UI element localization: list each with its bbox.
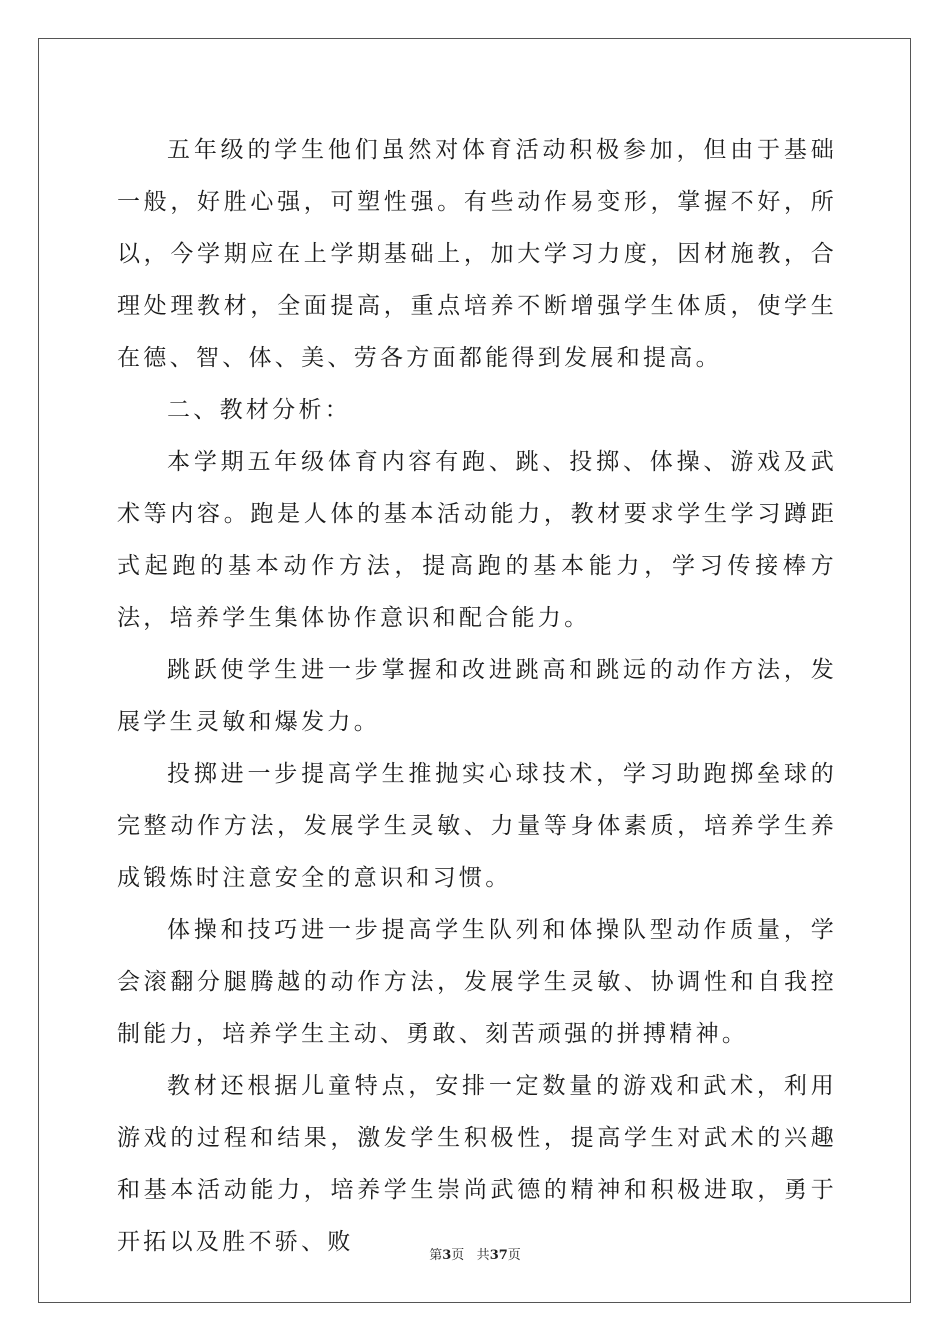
paragraph-gymnastics: 体操和技巧进一步提高学生队列和体操队型动作质量，学会滚翻分腿腾越的动作方法，发展学生灵敏、协调性和自我控制能力，培养学生主动、勇敢、刻苦顽强的拼搏精神。 bbox=[117, 917, 837, 1047]
page-footer bbox=[0, 1247, 950, 1265]
total-suffix: 页 bbox=[507, 1248, 521, 1263]
total-pages: 37 bbox=[489, 1248, 508, 1263]
page-prefix: 第 bbox=[429, 1248, 443, 1263]
paragraph-throwing: 投掷进一步提高学生推抛实心球技术，学习助跑掷垒球的完整动作方法，发展学生灵敏、力量等身体素质，培养学生养成锻炼时注意安全的意识和习惯。 bbox=[117, 761, 837, 891]
paragraph-running: 本学期五年级体育内容有跑、跳、投掷、体操、游戏及武术等内容。跑是人体的基本活动能力，教材要求学生学习蹲距式起跑的基本动作方法，提高跑的基本能力，学习传接棒方法，培养学生集体协作意识和配合能力。 bbox=[117, 449, 837, 631]
document-body bbox=[117, 124, 837, 1268]
total-prefix: 共 bbox=[476, 1248, 490, 1263]
section-heading-textbook-analysis: 二、教材分析： bbox=[167, 397, 352, 423]
page-number: 3 bbox=[442, 1248, 452, 1263]
paragraph-student-analysis: 五年级的学生他们虽然对体育活动积极参加，但由于基础一般，好胜心强，可塑性强。有些动作易变形，掌握不好，所以，今学期应在上学期基础上，加大学习力度，因材施教，合理处理教材，全面提高，重点培养不断增强学生体质，使学生在德、智、体、美、劳各方面都能得到发展和提高。 bbox=[117, 137, 837, 371]
paragraph-games-martial-arts: 教材还根据儿童特点，安排一定数量的游戏和武术，利用游戏的过程和结果，激发学生积极性，提高学生对武术的兴趣和基本活动能力，培养学生崇尚武德的精神和积极进取，勇于开拓以及胜不骄、败 bbox=[117, 1073, 837, 1255]
page-suffix: 页 bbox=[451, 1248, 465, 1263]
paragraph-jumping: 跳跃使学生进一步掌握和改进跳高和跳远的动作方法，发展学生灵敏和爆发力。 bbox=[117, 657, 837, 735]
